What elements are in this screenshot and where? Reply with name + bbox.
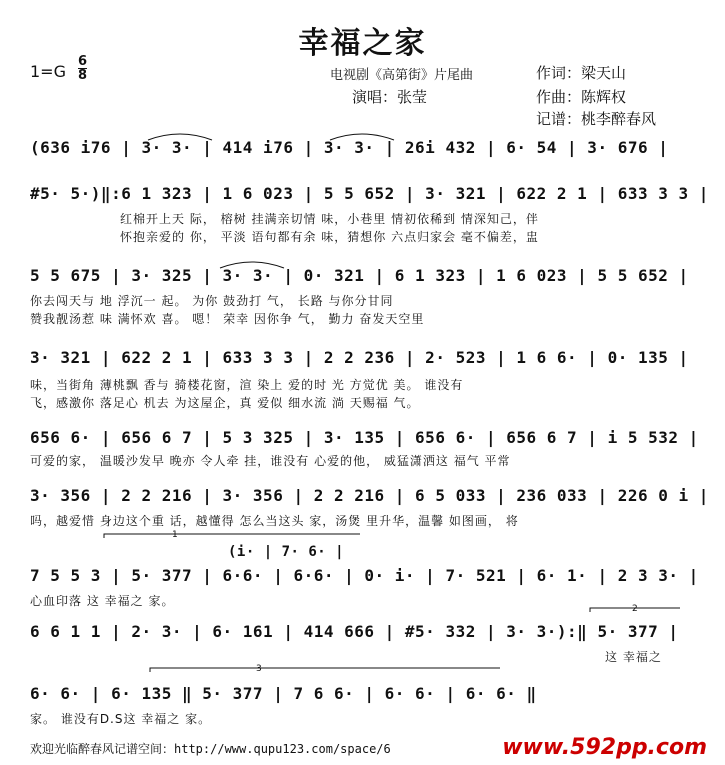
slur: [330, 134, 394, 140]
subtitle: 电视剧《高第街》片尾曲: [330, 68, 474, 83]
score-line-7: 7 5 5 3 | 5· 377 | 6·6· | 6·6· | 0· i· | 7· 521 | 6· 1· | 2 3 3· |: [30, 566, 699, 585]
lyric-line-8: 这 幸福之: [605, 650, 662, 664]
time-numerator: 6: [78, 54, 88, 69]
time-denominator: 8: [78, 68, 88, 83]
lyric-line-2b: 怀抱亲爱的 你， 平淡 语句都有余 味，猜想你 六点归家会 毫不偏差，盅: [120, 230, 539, 244]
lyric-line-7: 心血印落 这 幸福之 家。: [30, 594, 175, 608]
lyric-line-6: 吗，越爱惜 身边这个重 话，越懂得 怎么当这头 家，汤煲 里升华，温馨 如图画， 将: [30, 514, 519, 528]
score-line-9: 6· 6· | 6· 135 ‖ 5· 377 | 7 6 6· | 6· 6· | 6· 6· ‖: [30, 684, 537, 703]
alternate-ending: (i· | 7· 6· |: [228, 544, 345, 560]
score-line-8: 6 6 1 1 | 2· 3· | 6· 161 | 414 666 | #5· 332 | 3· 3·):‖ 5· 377 |: [30, 622, 679, 641]
volta-second-label: 2: [632, 604, 638, 614]
score-line-4: 3· 321 | 622 2 1 | 633 3 3 | 2 2 236 | 2· 523 | 1 6 6· | 0· 135 |: [30, 348, 689, 367]
score-line-3: 5 5 675 | 3· 325 | 3· 3· | 0· 321 | 6 1 323 | 1 6 023 | 5 5 652 |: [30, 266, 689, 285]
lyric-line-2a: 红棉开上天 际， 榕树 挂满亲切情 味，小巷里 情初依稀到 情深知己，伴: [120, 212, 539, 226]
song-title: 幸福之家: [298, 26, 427, 61]
score-line-5: 656 6· | 656 6 7 | 5 3 325 | 3· 135 | 656 6· | 656 6 7 | i 5 532 |: [30, 428, 699, 447]
slur: [220, 262, 284, 268]
lyric-line-4a: 味，当街角 薄桃飘 香与 骑楼花窗，渲 染上 爱的时 光 方觉优 美。 谁没有: [30, 378, 464, 392]
footer-text: 欢迎光临醉春风记谱空间：http://www.qupu123.com/space/6: [30, 742, 391, 756]
triplet-label: 3: [256, 664, 262, 674]
lyricist-credit: 作词：梁天山: [536, 64, 627, 82]
transcriber-credit: 记谱：桃李醉春风: [536, 110, 657, 128]
score-line-2: #5· 5·)‖:6 1 323 | 1 6 023 | 5 5 652 | 3· 321 | 622 2 1 | 633 3 3 |: [30, 184, 709, 203]
volta-first-bracket: [104, 534, 360, 538]
composer-credit: 作曲：陈辉权: [536, 88, 627, 106]
score-line-1: (636 i76 | 3· 3· | 414 i76 | 3· 3· | 26i 432 | 6· 54 | 3· 676 |: [30, 138, 669, 157]
key-signature: 1=G: [30, 62, 66, 81]
slur: [148, 134, 212, 140]
lyric-line-3b: 赞我靓汤惹 味 满怀欢 喜。 嗯！ 荣幸 因你争 气， 勤力 奋发天空里: [30, 312, 425, 326]
score-line-6: 3· 356 | 2 2 216 | 3· 356 | 2 2 216 | 6 5 033 | 236 033 | 226 0 i |: [30, 486, 709, 505]
lyric-line-9: 家。 谁没有D.S这 幸福之 家。: [30, 712, 212, 726]
site-logo: www.592pp.com: [502, 735, 707, 760]
triplet-bracket: [150, 668, 500, 672]
volta-first-label: 1: [172, 530, 178, 540]
singer-credit: 演唱：张莹: [352, 88, 428, 106]
lyric-line-5: 可爱的家， 温暖沙发早 晚亦 令人牵 挂，谁没有 心爱的他， 威猛潇洒这 福气 平常: [30, 454, 511, 468]
lyric-line-3a: 你去闯天与 地 浮沉一 起。 为你 鼓劲打 气， 长路 与你分甘同: [30, 294, 394, 308]
lyric-line-4b: 飞，感激你 落足心 机去 为这屋企，真 爱似 细水流 淌 天赐福 气。: [30, 396, 420, 410]
